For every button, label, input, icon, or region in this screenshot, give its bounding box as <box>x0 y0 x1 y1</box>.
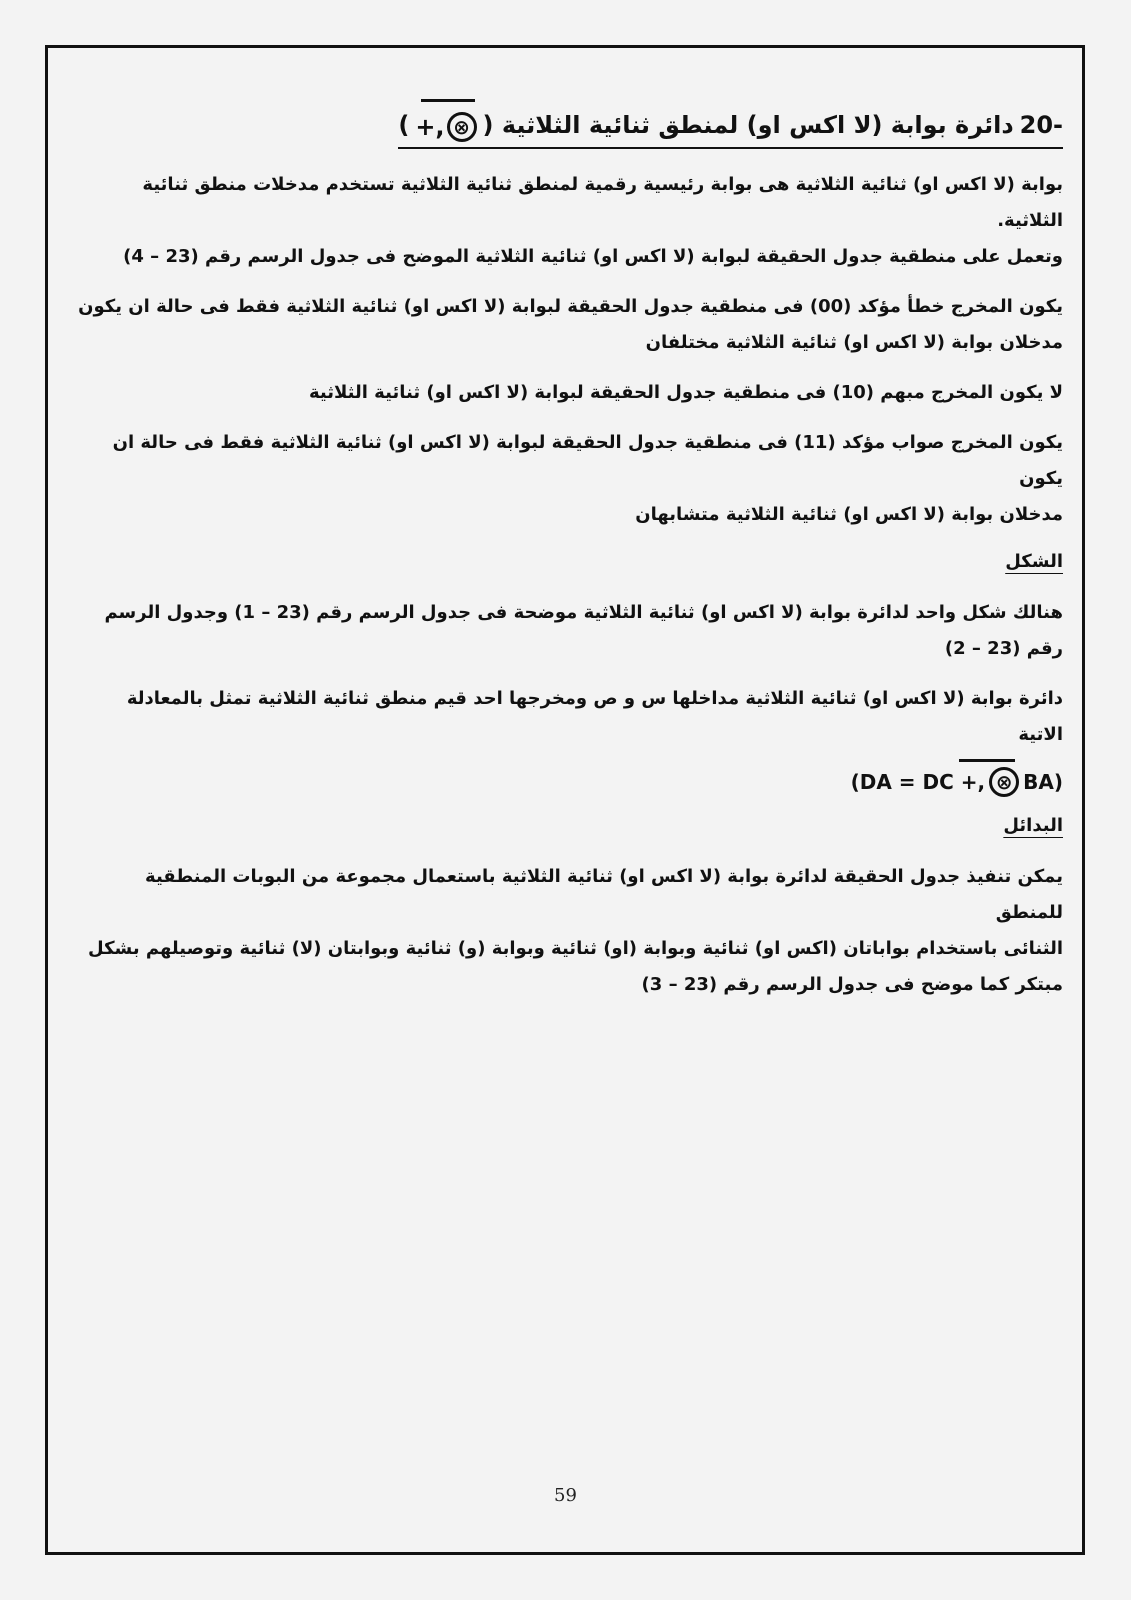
heading-close-paren: ) <box>398 111 410 139</box>
paragraph-line: يمكن تنفيذ جدول الحقيقة لدائرة بوابة (لا اكس او) ثنائية الثلاثية باستعمال مجموعة من البوبات المنطقية للمنطق <box>145 866 1063 923</box>
section-heading <box>398 105 1063 149</box>
paragraph-equation-intro <box>75 681 1063 753</box>
document-body <box>75 105 1063 1017</box>
paragraph-alternatives <box>75 859 1063 1003</box>
heading-symbol-suffix: +, <box>415 113 445 141</box>
paragraph-line: رقم (23 – 2) <box>944 638 1063 659</box>
section-title: دائرة بوابة (لا اكس او) لمنطق ثنائية الثلاثية ( <box>482 111 1014 139</box>
equation-left: (DA = DC +, <box>850 770 986 794</box>
overline-bar <box>959 759 1015 762</box>
paragraph-line: مبتكر كما موضح فى جدول الرسم رقم (23 – 3) <box>641 974 1063 995</box>
paragraph-no-vague <box>75 375 1063 411</box>
paragraph-line: الثنائى باستخدام بواباتان (اكس او) ثنائية وبوابة (او) ثنائية وبوابة (و) ثنائية وبوابتان (لا) ثنائية وتوصيلهم بشكل <box>88 938 1063 959</box>
heading-row <box>75 105 1063 149</box>
paragraph-line: بوابة (لا اكس او) ثنائية الثلاثية هى بوابة رئيسية رقمية لمنطق ثنائية الثلاثية تستخدم مدخلات منطق ثنائية الثلاثية. <box>142 174 1063 231</box>
section-number: 20- <box>1019 111 1063 139</box>
paragraph-line: الاتية <box>1018 724 1063 745</box>
circled-times-icon: ⊗ <box>989 767 1019 797</box>
page-number: 59 <box>554 1485 577 1506</box>
subheading-shape: الشكل <box>1005 551 1063 572</box>
paragraph-false-output <box>75 289 1063 361</box>
circled-times-icon: ⊗ <box>447 112 477 142</box>
paragraph-line: مدخلان بوابة (لا اكس او) ثنائية الثلاثية متشابهان <box>635 504 1063 525</box>
paragraph-shape <box>75 595 1063 667</box>
paragraph-line: وتعمل على منطقية جدول الحقيقة لبوابة (لا اكس او) ثنائية الثلاثية الموضح فى جدول الرسم رقم (23 – 4) <box>123 246 1063 267</box>
paragraph-intro <box>75 167 1063 275</box>
overline-bar <box>421 99 475 102</box>
equation-right: BA) <box>1023 770 1063 794</box>
logic-equation <box>851 767 1063 797</box>
paragraph-line: يكون المخرج خطأ مؤكد (00) فى منطقية جدول الحقيقة لبوابة (لا اكس او) ثنائية الثلاثية فقط فى حالة ان يكون <box>78 296 1063 317</box>
heading-operator-symbol <box>415 105 476 145</box>
paragraph-true-output <box>75 425 1063 533</box>
paragraph-line: لا يكون المخرج مبهم (10) فى منطقية جدول الحقيقة لبوابة (لا اكس او) ثنائية الثلاثية <box>308 382 1063 403</box>
subheading-alternatives: البدائل <box>1003 815 1063 836</box>
paragraph-line: يكون المخرج صواب مؤكد (11) فى منطقية جدول الحقيقة لبوابة (لا اكس او) ثنائية الثلاثية فقط فى حالة ان يكون <box>112 432 1063 489</box>
paragraph-line: هنالك شكل واحد لدائرة بوابة (لا اكس او) ثنائية الثلاثية موضحة فى جدول الرسم رقم (23 – 1) وجدول الرسم <box>104 602 1063 623</box>
paragraph-line: دائرة بوابة (لا اكس او) ثنائية الثلاثية مداخلها س و ص ومخرجها احد قيم منطق ثنائية الثلاثية تمثل بالمعادلة <box>126 688 1063 709</box>
equation-row <box>75 767 1063 797</box>
paragraph-line: مدخلان بوابة (لا اكس او) ثنائية الثلاثية مختلفان <box>645 332 1063 353</box>
